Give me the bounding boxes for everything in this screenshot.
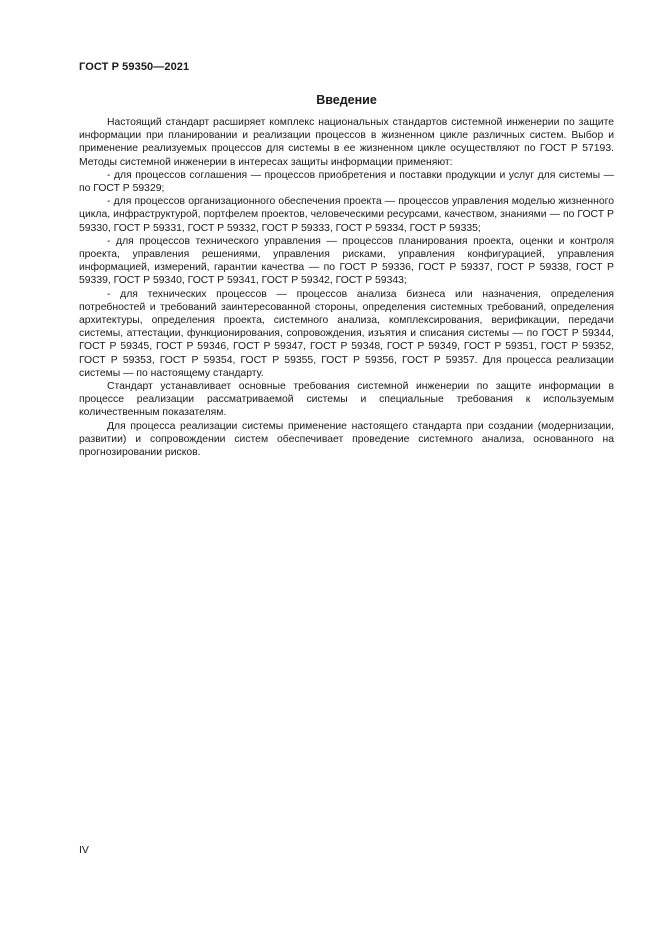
paragraph-technical-processes: - для технических процессов — процессов анализа бизнеса или назначения, определения потребностей и требований заинтересованной стороны, определения системных требований, определения архитектуры, определения проекта, системного анализа, комплексирования, верификации, передачи системы, аттестации, функционирования, сопровождения, изъятия и списания системы — по ГОСТ Р 59344, ГОСТ Р 59345, ГОСТ Р 59346, ГОСТ Р 59347, ГОСТ Р 59348, ГОСТ Р 59349, ГОСТ Р 59351, ГОСТ Р 59352, ГОСТ Р 59353, ГОСТ Р 59354, ГОСТ Р 59355, ГОСТ Р 59356, ГОСТ Р 59357. Для процесса реализации системы — по настоящему стандарту. <box>79 288 614 379</box>
paragraph-standard-requirements: Стандарт устанавливает основные требования системной инженерии по защите информации в процессе реализации рассматриваемой системы и специальные требования к используемым количественным показателям. <box>79 381 614 419</box>
section-title: Введение <box>316 93 377 107</box>
page-number: IV <box>79 844 89 856</box>
paragraph-agreement-processes: - для процессов соглашения — процессов приобретения и поставки продукции и услуг для системы — по ГОСТ Р 59329; <box>79 169 614 195</box>
paragraph-organizational-processes: - для процессов организационного обеспечения проекта — процессов управления моделью жизненного цикла, инфраструктурой, портфелем проектов, человеческими ресурсами, качеством, знаниями — по ГОСТ Р 59330, ГОСТ Р 59331, ГОСТ Р 59332, ГОСТ Р 59333, ГОСТ Р 59334, ГОСТ Р 59335; <box>79 196 614 234</box>
document-body <box>79 116 614 459</box>
paragraph-technical-management-processes: - для процессов технического управления — процессов планирования проекта, оценки и контроля проекта, управления решениями, управления рисками, управления конфигурацией, управления информацией, измерений, гарантии качества — по ГОСТ Р 59336, ГОСТ Р 59337, ГОСТ Р 59338, ГОСТ Р 59339, ГОСТ Р 59340, ГОСТ Р 59341, ГОСТ Р 59342, ГОСТ Р 59343; <box>79 235 614 287</box>
document-header-standard-number: ГОСТ Р 59350—2021 <box>79 61 190 73</box>
paragraph-implementation-process: Для процесса реализации системы применение настоящего стандарта при создании (модернизации, развитии) и сопровождении систем обеспечивает проведение системного анализа, основанного на прогнозировании рисков. <box>79 420 614 459</box>
paragraph-intro: Настоящий стандарт расширяет комплекс национальных стандартов системной инженерии по защите информации при планировании и реализации процессов в жизненном цикле различных систем. Выбор и применение реализуемых процессов для системы в ее жизненном цикле осуществляют по ГОСТ Р 57193. Методы системной инженерии в интересах защиты информации применяют: <box>79 117 614 168</box>
